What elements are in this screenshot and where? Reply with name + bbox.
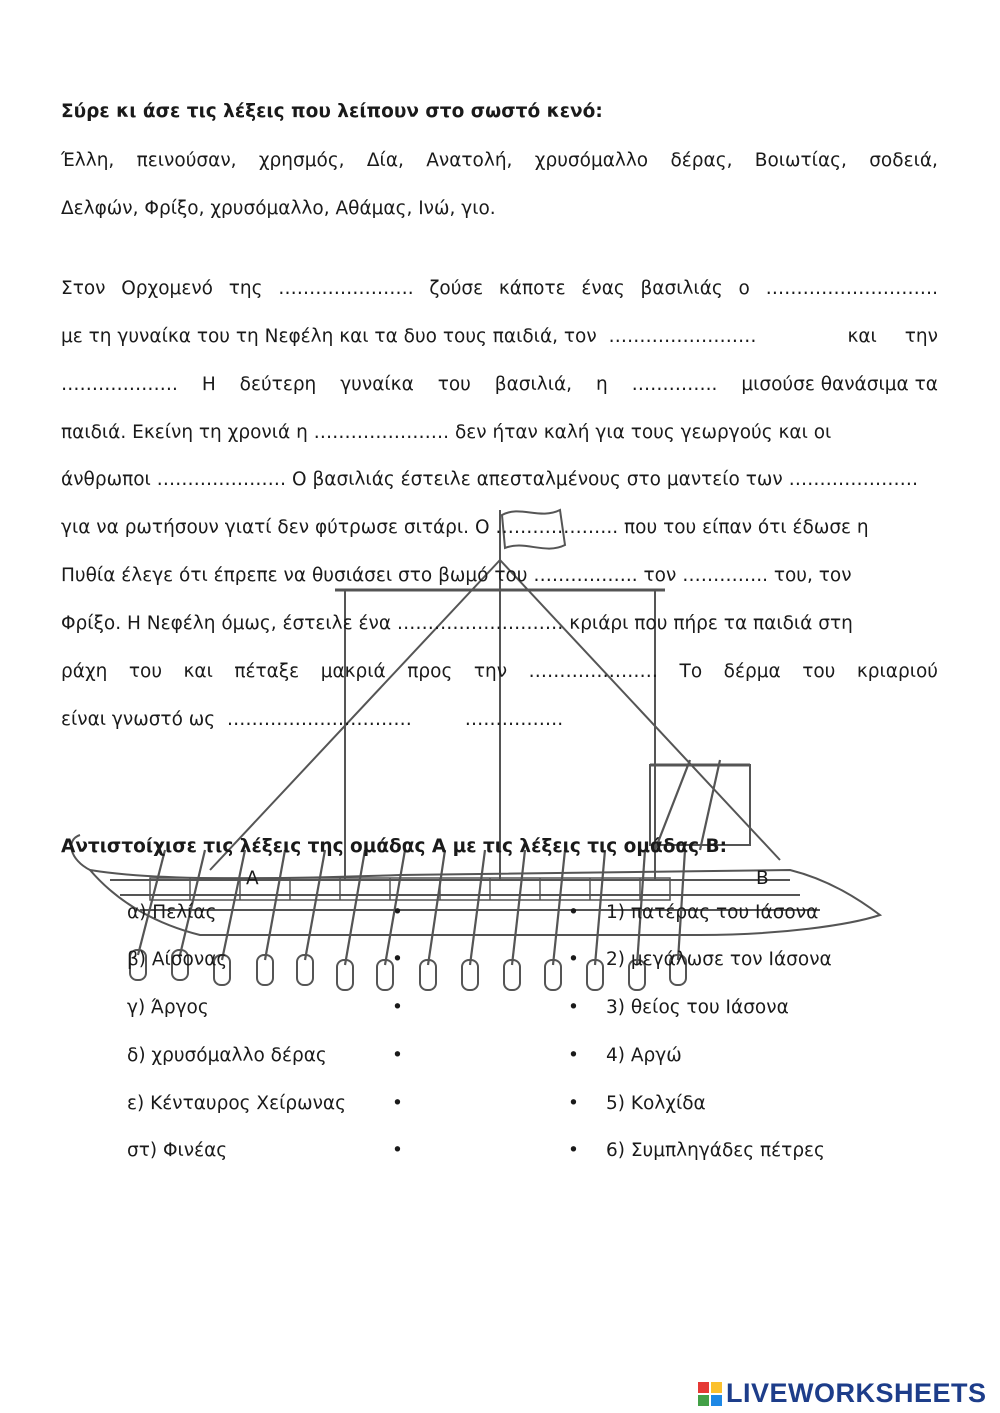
group-a-item: β) Αίσονας	[127, 949, 228, 970]
paragraph-line	[61, 280, 938, 299]
word: Το	[679, 661, 703, 682]
group-a-item: α) Πελίας	[127, 902, 217, 923]
group-a-item: στ) Φινέας	[127, 1140, 228, 1161]
paragraph-line: παιδιά. Εκείνη τη χρονιά η …………………. δεν ήταν καλή για τους γεωργούς και οι	[61, 422, 832, 443]
word: δεύτερη	[239, 374, 317, 395]
word: γυναίκα	[340, 374, 414, 395]
word: ο	[738, 278, 750, 299]
word: Η	[201, 374, 216, 395]
match-dot-b[interactable]: •	[568, 1140, 579, 1161]
liveworksheets-logo-icon	[698, 1382, 722, 1406]
match-dot-a[interactable]: •	[392, 1045, 403, 1066]
match-dot-b[interactable]: •	[568, 997, 579, 1018]
word-bank-item[interactable]: Δία,	[366, 150, 404, 171]
group-b-item: 6) Συμπληγάδες πέτρες	[606, 1140, 825, 1161]
group-a-item: δ) χρυσόμαλλο δέρας	[127, 1045, 327, 1066]
group-b-item: 4) Αργώ	[606, 1045, 682, 1066]
blank-field[interactable]: ………………….	[278, 278, 414, 299]
liveworksheets-brand: LIVEWORKSHEETS	[726, 1378, 987, 1408]
paragraph-line: Πυθία έλεγε ότι έπρεπε να θυσιάσει στο βωμό του …………….. τον ………….. του, τον	[61, 565, 852, 586]
word: του	[437, 374, 471, 395]
word-bank-item[interactable]: χρυσόμαλλο	[534, 150, 649, 171]
word: του	[802, 661, 836, 682]
word: δέρμα	[723, 661, 781, 682]
word-bank-item[interactable]: χρησμός,	[258, 150, 345, 171]
match-dot-a[interactable]: •	[392, 1093, 403, 1114]
match-dot-b[interactable]: •	[568, 949, 579, 970]
word: ράχη	[61, 661, 108, 682]
group-b-header: Β	[756, 868, 769, 889]
match-dot-a[interactable]: •	[392, 949, 403, 970]
word-bank-item[interactable]: Βοιωτίας,	[754, 150, 847, 171]
word-bank-item[interactable]: Ανατολή,	[426, 150, 513, 171]
word: κάποτε	[498, 278, 566, 299]
match-dot-b[interactable]: •	[568, 902, 579, 923]
group-a-header: Α	[246, 868, 259, 889]
exercise1-title: Σύρε κι άσε τις λέξεις που λείπουν στο σωστό κενό:	[61, 101, 603, 122]
word: ζούσε	[429, 278, 484, 299]
word: την	[904, 326, 938, 347]
match-dot-a[interactable]: •	[392, 997, 403, 1018]
word: του	[128, 661, 163, 682]
paragraph-line	[61, 328, 938, 347]
exercise2-title: Αντιστοίχισε τις λέξεις της ομάδας Α με τις λέξεις τις ομάδας Β:	[61, 836, 728, 857]
word: βασιλιά,	[494, 374, 573, 395]
word: Ορχομενό	[121, 278, 213, 299]
word: ένας	[581, 278, 625, 299]
group-a-item: ε) Κένταυρος Χείρωνας	[127, 1093, 346, 1114]
blank-field[interactable]: …………………	[528, 661, 659, 682]
paragraph-line: άνθρωποι ………………… Ο βασιλιάς έστειλε απεσταλμένους στο μαντείο των …………………	[61, 469, 919, 490]
paragraph-line: για να ρωτήσουν γιατί δεν φύτρωσε σιτάρι. Ο ……………….. που του είπαν ότι έδωσε η	[61, 517, 869, 538]
word: Στον	[61, 278, 106, 299]
word: την	[473, 661, 508, 682]
word-bank-item[interactable]: σοδειά,	[869, 150, 938, 171]
paragraph-line	[61, 663, 938, 682]
word-bank-item[interactable]: πεινούσαν,	[136, 150, 237, 171]
word-bank-line-1	[61, 152, 938, 171]
group-b-item: 2) μεγάλωσε τον Ιάσονα	[606, 949, 832, 970]
blank-field[interactable]: …………..	[631, 374, 718, 395]
match-dot-a[interactable]: •	[392, 902, 403, 923]
paragraph-line: Φρίξο. Η Νεφέλη όμως, έστειλε ένα ……………………… κριάρι που πήρε τα παιδιά στη	[61, 613, 853, 634]
liveworksheets-logo[interactable]	[698, 1378, 987, 1409]
word-bank-item[interactable]: δέρας,	[670, 150, 733, 171]
word: βασιλιάς	[640, 278, 723, 299]
paragraph-last-line: είναι γνωστό ως ………………………… …………….	[61, 709, 564, 730]
blank-field[interactable]: ……………………….	[765, 278, 938, 299]
match-dot-b[interactable]: •	[568, 1045, 579, 1066]
group-a-item: γ) Άργος	[127, 997, 209, 1018]
word: της	[228, 278, 263, 299]
text-segment: μισούσε θανάσιμα τα	[741, 374, 938, 395]
text-segment: με τη γυναίκα του τη Νεφέλη και τα δυο τους παιδιά, τον ……………………	[61, 326, 757, 347]
word: μακριά	[320, 661, 386, 682]
group-b-item: 1) πατέρας του Ιάσονα	[606, 902, 819, 923]
word: και	[183, 661, 213, 682]
word: η	[595, 374, 608, 395]
word-bank-line-2[interactable]: Δελφών, Φρίξο, χρυσόμαλλο, Αθάμας, Ινώ, γιο.	[61, 198, 496, 219]
word: κριαριού	[856, 661, 938, 682]
word: προς	[407, 661, 453, 682]
blank-field[interactable]: ……………….	[61, 374, 178, 395]
paragraph-line	[61, 376, 938, 395]
group-b-item: 5) Κολχίδα	[606, 1093, 706, 1114]
word-bank-item[interactable]: Έλλη,	[61, 150, 115, 171]
group-b-item: 3) θείος του Ιάσονα	[606, 997, 789, 1018]
match-dot-b[interactable]: •	[568, 1093, 579, 1114]
word: και	[847, 326, 877, 347]
match-dot-a[interactable]: •	[392, 1140, 403, 1161]
word: πέταξε	[234, 661, 300, 682]
